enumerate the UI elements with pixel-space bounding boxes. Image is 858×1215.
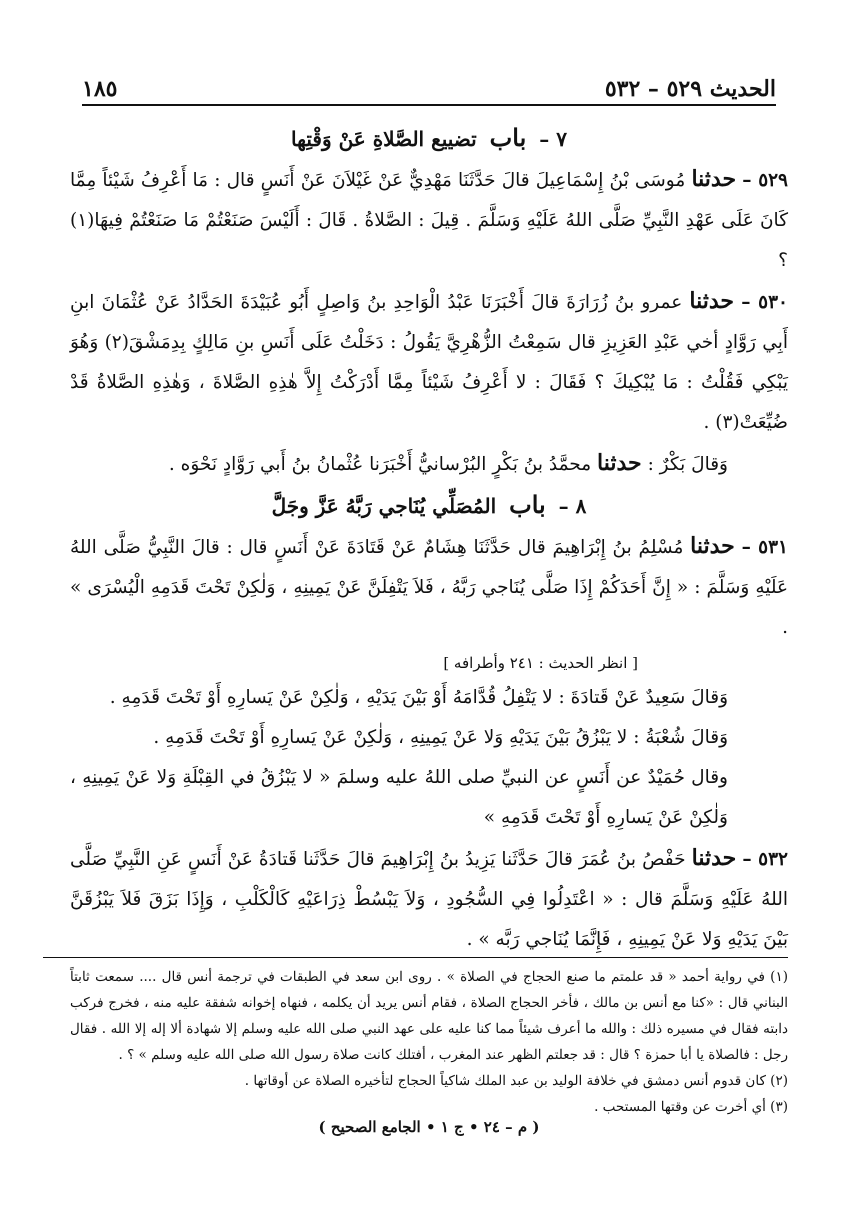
hadith-531 [70, 526, 788, 648]
hadith-text: مُسْلِمُ بنُ إِبْرَاهِيمَ قال حَدَّثَنَا هِشَامٌ عَنْ قَتَادَةَ عَنْ أَنَسٍ قال : قالَ النَّبِيُّ صَلَّى اللهُ عَلَيْهِ وَسَلَّمَ : « إِنَّ أَحَدَكُمْ إِذَا صَلَّى يُنَاجي رَبَّهُ ، فَلاَ يَتْفِلَنَّ عَنْ يَمِينِهِ ، وَلٰكِنْ تَحْتَ قَدَمِهِ الْيُسْرَى » . [70, 537, 788, 638]
hadith-530 [70, 281, 788, 443]
chapter-8-heading [70, 485, 788, 526]
chapter-7-heading [70, 118, 788, 159]
narrator-lead: وَقالَ بَكْرٌ : [647, 454, 728, 475]
page-number: ١٨٥ [82, 76, 118, 102]
hadith-text: حَفْصُ بنُ عُمَرَ قالَ حَدَّثَنا يَزِيدُ بنُ إِبْرَاهِيمَ قالَ حَدَّثَنا قَتادَةُ عَنْ أَنَسٍ عَنِ النَّبِيِّ صَلَّى اللهُ عَلَيْهِ وَسَلَّمَ قال : « اعْتَدِلُوا فِي السُّجُودِ ، وَلاَ يَبْسُطْ ذِرَاعَيْهِ كَالْكَلْبِ ، وَإِذَا بَزَقَ فَلاَ يَبْزُقَنَّ بَيْنَ يَدَيْهِ وَلا عَنْ يَمِينِهِ ، فَإِنَّمَا يُنَاجي رَبَّه » . [70, 849, 788, 950]
chapter-number: ٧ – [539, 127, 567, 151]
footnote-2: (٢) كان قدوم أنس دمشق في خلافة الوليد بن عبد الملك شاكياً الحجاج لتأخيره الصلاة عن أوقاتها . [244, 1073, 788, 1089]
hadith-number: ٥٣٢ – [742, 849, 788, 870]
bab-label: باب [509, 490, 546, 519]
chapter-number: ٨ – [558, 494, 587, 518]
footnote-1: (١) في رواية أحمد « قد علمتم ما صنع الحجاج في الصلاة » . روى ابن سعد في الطبقات في ترجمة أنس قال .... سمعت ثابتاً البناني قال : «كنا مع أنس بن مالك ، فأخر الحجاج الصلاة ، فقام أنس يريد أن يكلمه ، فنهاه إخوانه شفقة عليه منه ، فخرج فركب دابته فقال في مسيره ذلك : والله ما أعرف شيئاً مما كنا عليه على عهد النبي صلى الله عليه وسلم إلا شهادة ألا إله إلا الله . فقال رجل : فالصلاة يا أبا حمزة ؟ قال : قد جعلتم الظهر عند المغرب ، أفتلك كانت صلاة رسول الله صلى الله عليه وسلم » ؟ . [70, 969, 788, 1063]
hadith-number: ٥٣١ – [741, 537, 788, 558]
hadith-529 [70, 159, 788, 281]
haddatha-mark: حدثنا [689, 288, 735, 314]
page-footer-signature: ( م – ٢٤ • ج ١ • الجامع الصحيح ) [318, 1118, 540, 1136]
hadith-number: ٥٣٠ – [741, 292, 788, 313]
haddatha-mark: حدثنا [597, 450, 642, 476]
hadith-text: عمرو بنُ زُرَارَةَ قالَ أَخْبَرَنَا عَبْدُ الْوَاحِدِ بنُ وَاصِلٍ أَبُو عُبَيْدَةَ الحَدَّادُ عَنْ عُثْمَانَ ابنِ أَبِي رَوَّادٍ أخي عَبْدِ العَزِيزِ قال سَمِعْتُ الزُّهْرِيَّ يَقُولُ : دَخَلْتُ عَلَى أَنَسِ بنِ مَالِكٍ بِدِمَشْقَ(٢) وَهُوَ يَبْكِي فَقُلْتُ : مَا يُبْكِيكَ ؟ فَقَالَ : لا أَعْرِفُ شَيْئاً مِمَّا أَدْرَكْتُ إِلاَّ هٰذِهِ الصَّلاةَ ، وَهٰذِهِ الصَّلاةُ قَدْ ضُيِّعَتْ(٣) . [70, 292, 788, 433]
hadith-531-humaid: وقال حُمَيْدٌ عن أَنَسٍ عن النبيِّ صلى اللهُ عليه وسلمَ « لا يَبْزُقُ في القِبْلَةِ وَلا عَنْ يَمِينِهِ ، وَلٰكِنْ عَنْ يَسارِهِ أَوْ تَحْتَ قَدَمِهِ » [70, 767, 728, 828]
chapter-title: المُصَلِّي يُنَاجي رَبَّهُ عَزَّ وجَلَّ [271, 494, 497, 518]
page-header [82, 62, 776, 102]
hadith-531-saeed: وَقالَ سَعِيدٌ عَنْ قَتادَةَ : لا يَتْفِلُ قُدَّامَهُ أَوْ بَيْنَ يَدَيْهِ ، وَلٰكِنْ عَنْ يَسارِهِ أَوْ تَحْتَ قَدَمِهِ . [109, 687, 728, 708]
running-title: الحديث ٥٢٩ – ٥٣٢ [604, 76, 776, 102]
hadith-532 [70, 838, 788, 960]
footnote-rule [43, 957, 788, 958]
hadith-530-alt-chain [70, 443, 788, 485]
hadith-531-shuba: وَقالَ شُعْبَةُ : لا يَبْزُقُ بَيْنَ يَدَيْهِ وَلا عَنْ يَمِينِهِ ، وَلٰكِنْ عَنْ يَسارِهِ أَوْ تَحْتَ قَدَمِهِ . [153, 727, 728, 748]
haddatha-mark: حدثنا [691, 166, 737, 192]
footnote-3: (٣) أي أخرت عن وقتها المستحب . [594, 1099, 788, 1115]
hadith-text: مُوسَى بْنُ إِسْمَاعِيلَ قالَ حَدَّثَنَا مَهْدِيٌّ عَنْ غَيْلاَنَ عَنْ أَنَسٍ قال : مَا أَعْرِفُ شَيْئاً مِمَّا كَانَ عَلَى عَهْدِ النَّبِيِّ صَلَّى اللهُ عَلَيْهِ وَسَلَّمَ . قِيلَ : الصَّلاةُ . قَالَ : أَلَيْسَ صَنَعْتُمْ مَا صَنَعْتُمْ فِيهَا(١) ؟ [70, 170, 788, 271]
hadith-number: ٥٢٩ – [742, 170, 788, 191]
main-text [70, 118, 788, 960]
chapter-title: تضييع الصَّلاةِ عَنْ وَقْتِها [291, 127, 477, 151]
haddatha-mark: حدثنا [690, 533, 735, 559]
hadith-text: محمَّدُ بنُ بَكْرٍ البُرْسانيُّ أَخْبَرَنا عُثْمانُ بنُ أَبي رَوَّادٍ نَحْوَه . [168, 454, 592, 475]
haddatha-mark: حدثنا [691, 845, 737, 871]
cross-reference: [ انظر الحديث : ٢٤١ وأطرافه ] [443, 654, 638, 672]
footnotes [70, 964, 788, 1120]
header-rule [82, 104, 776, 106]
bab-label: باب [489, 123, 527, 152]
